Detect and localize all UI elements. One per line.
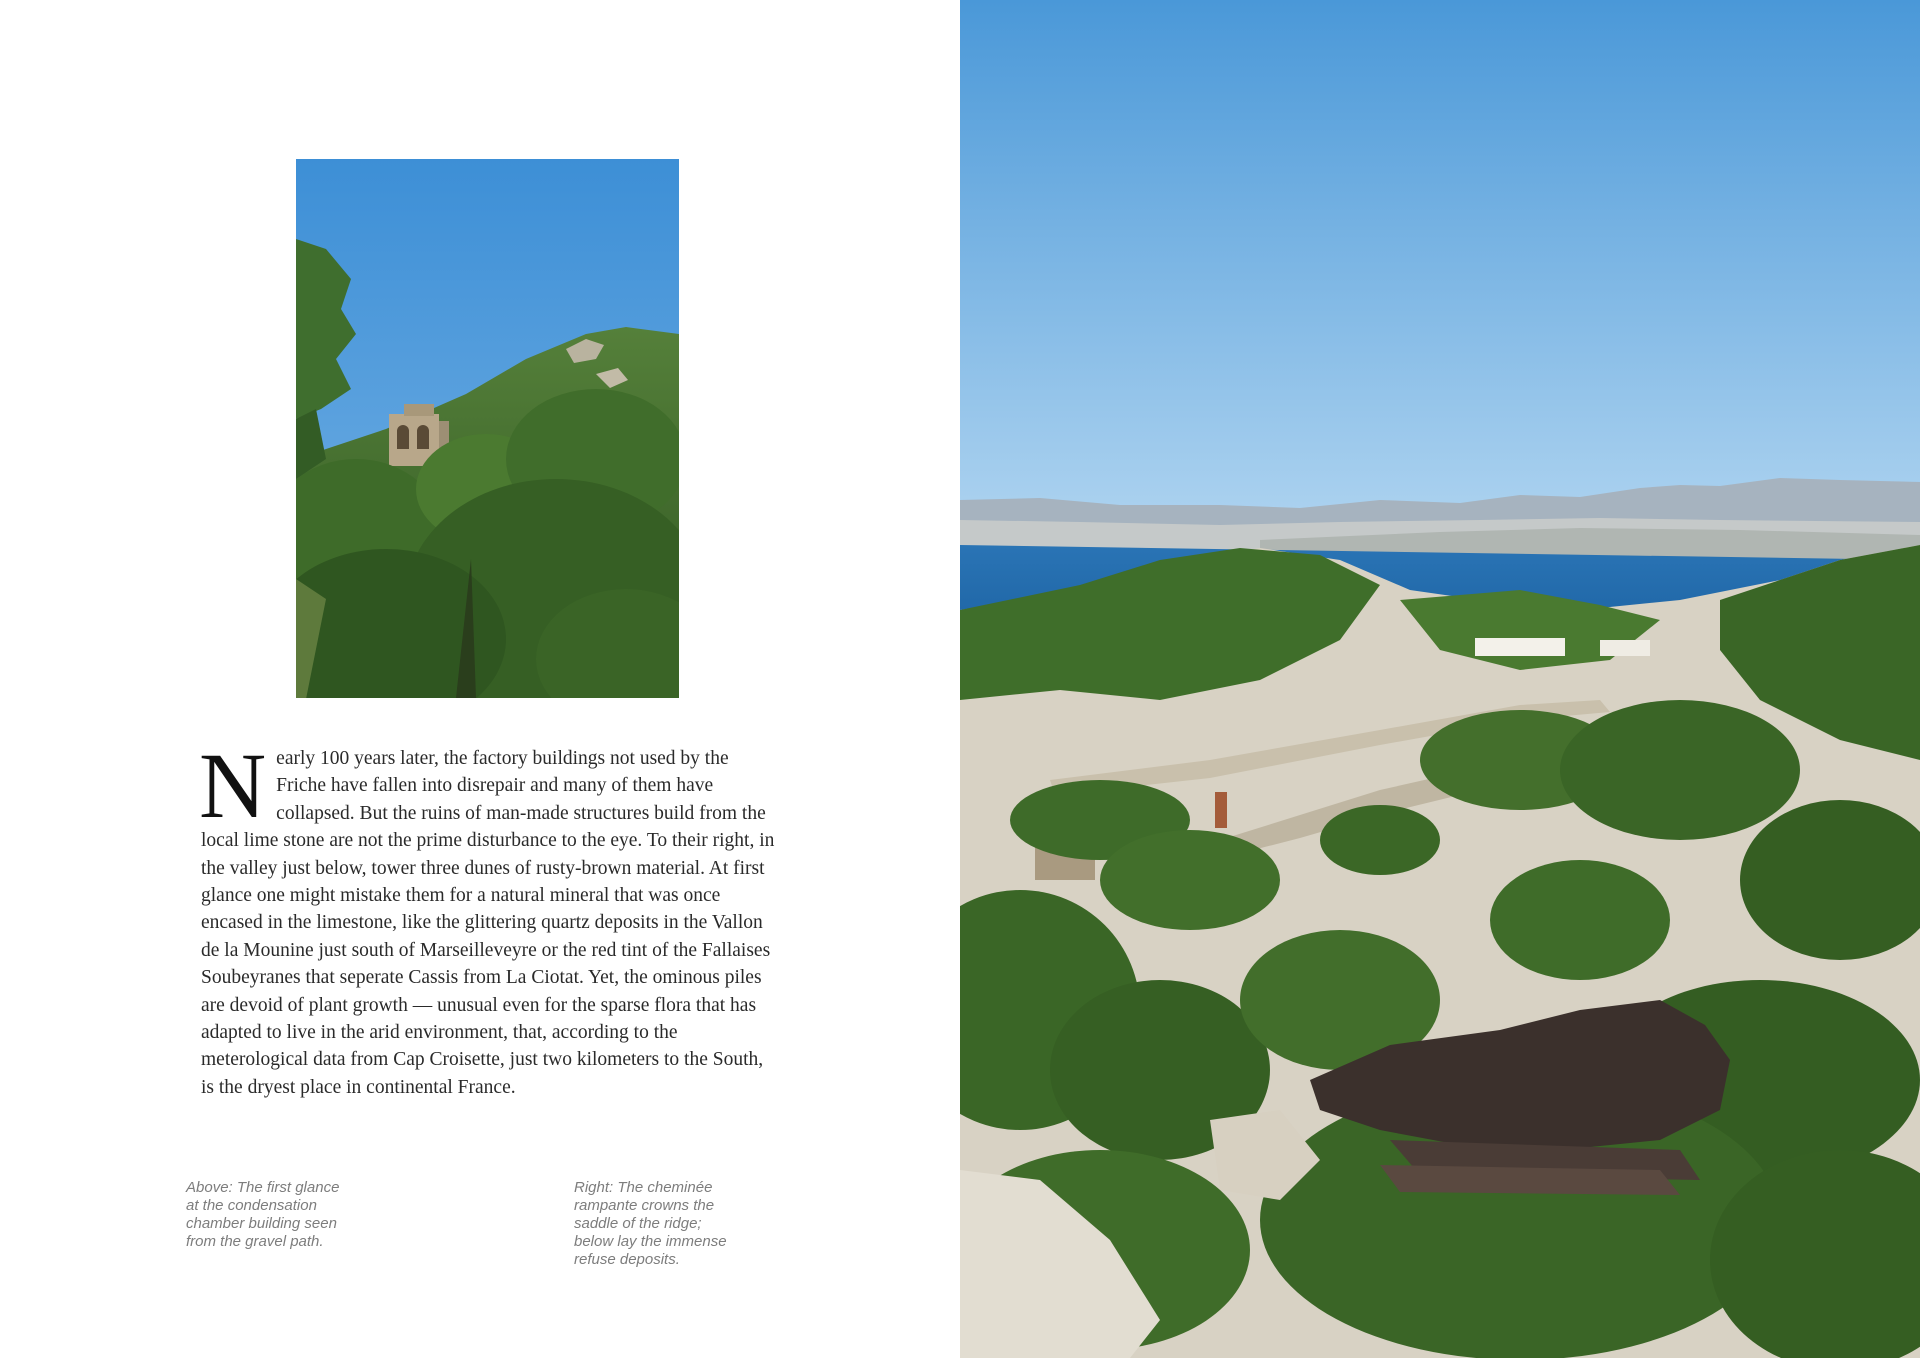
photo-condensation-chamber (296, 159, 679, 698)
houses (1475, 638, 1565, 656)
ruin-hillside-image (296, 159, 679, 698)
landscape-photo-marseille-bay (960, 0, 1920, 1358)
caption-right: Right: The cheminée rampante crowns the saddle of the ridge; below lay the immense refuse deposits. (574, 1179, 727, 1268)
article-body-text: early 100 years later, the factory buildings not used by the Friche have fallen into disrepair and many of them have collapsed. But the ruins of man-made structures build from the local lime stone are not the prime disturbance to the eye. To their right, in the valley just below, tower three dunes of rusty-brown material. At first glance one might mistake them for a natural mineral that was once encased in the limestone, like the glittering quartz deposits in the Vallon de la Mounine just south of Marseilleveyre or the red tint of the Fallaises Soubeyranes that seperate Cassis from La Ciotat. Yet, the ominous piles are devoid of plant growth — unusual even for the sparse flora that has adapted to live in the arid environment, that, according to the meterological data from Cap Croisette, just two kilometers to the South, is the dryest place in continental France. (201, 748, 775, 1098)
article-body (199, 735, 781, 1101)
drop-cap: N (199, 735, 267, 838)
right-page (960, 0, 1920, 1358)
caption-left: Above: The first glance at the condensation chamber building seen from the gravel path. (186, 1179, 340, 1250)
sky (960, 0, 1920, 510)
